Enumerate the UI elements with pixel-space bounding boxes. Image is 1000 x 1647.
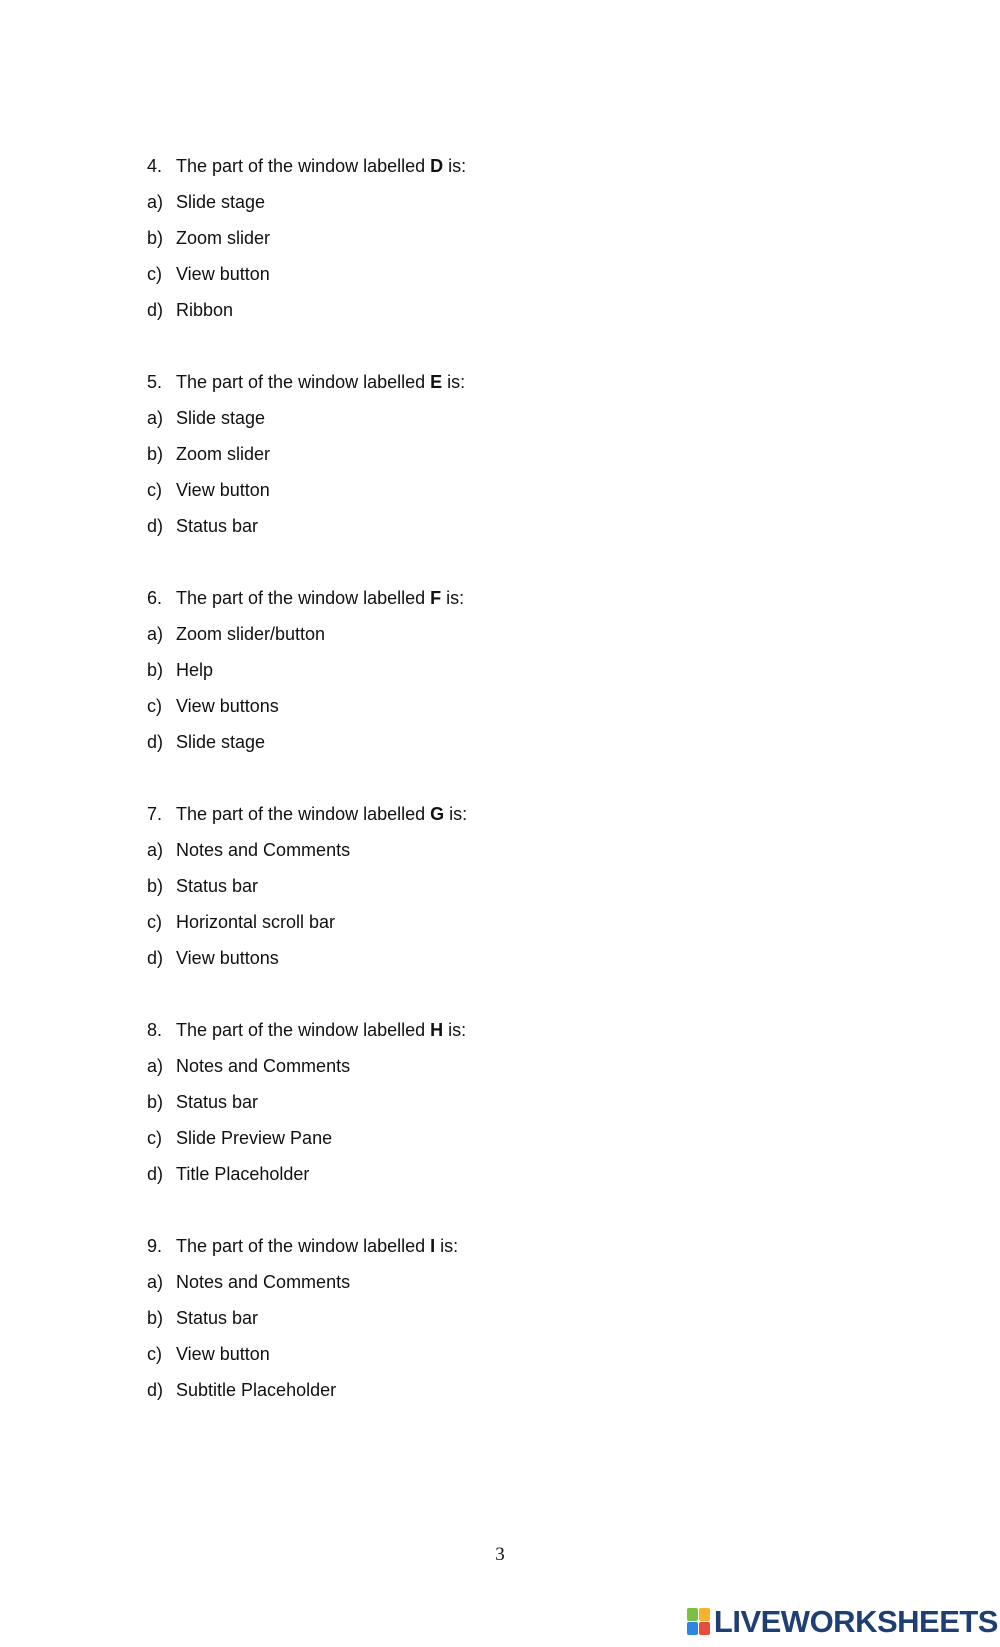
option-b[interactable] <box>147 652 847 688</box>
option-letter: c) <box>147 1344 162 1364</box>
option-text: Help <box>176 660 214 680</box>
option-text: Status bar <box>176 1092 259 1112</box>
question-stem <box>147 364 847 400</box>
option-d[interactable] <box>147 1156 847 1192</box>
option-text: View buttons <box>176 948 279 968</box>
question-prefix: The part of the window labelled <box>176 1020 431 1040</box>
question-suffix: is: <box>442 372 466 392</box>
option-letter: b) <box>147 1092 164 1112</box>
question-number: 9. <box>147 1236 163 1256</box>
option-text: Horizontal scroll bar <box>176 912 336 932</box>
option-c[interactable] <box>147 256 847 292</box>
question-suffix: is: <box>444 804 468 824</box>
question-8 <box>147 1012 847 1192</box>
question-suffix: is: <box>441 588 465 608</box>
question-stem <box>147 580 847 616</box>
option-letter: d) <box>147 948 164 968</box>
question-label: I <box>430 1236 436 1256</box>
question-label: E <box>430 372 443 392</box>
question-suffix: is: <box>443 1020 467 1040</box>
question-number: 6. <box>147 588 163 608</box>
option-letter: a) <box>147 408 164 428</box>
question-5 <box>147 364 847 544</box>
option-a[interactable] <box>147 400 847 436</box>
option-b[interactable] <box>147 220 847 256</box>
option-c[interactable] <box>147 1336 847 1372</box>
option-b[interactable] <box>147 1084 847 1120</box>
option-letter: d) <box>147 300 164 320</box>
option-text: Slide Preview Pane <box>176 1128 333 1148</box>
question-number: 8. <box>147 1020 163 1040</box>
question-number: 4. <box>147 156 163 176</box>
option-a[interactable] <box>147 616 847 652</box>
option-text: Ribbon <box>176 300 234 320</box>
option-d[interactable] <box>147 940 847 976</box>
option-letter: a) <box>147 624 164 644</box>
option-letter: b) <box>147 876 164 896</box>
option-letter: b) <box>147 1308 164 1328</box>
question-stem <box>147 1012 847 1048</box>
liveworksheets-brand[interactable] <box>687 1604 998 1640</box>
option-text: Zoom slider <box>176 444 271 464</box>
option-c[interactable] <box>147 904 847 940</box>
option-text: Notes and Comments <box>176 1272 351 1292</box>
option-text: Slide stage <box>176 732 266 752</box>
option-c[interactable] <box>147 688 847 724</box>
option-text: Zoom slider <box>176 228 271 248</box>
option-text: Subtitle Placeholder <box>176 1380 337 1400</box>
option-text: Zoom slider/button <box>176 624 326 644</box>
question-label: G <box>430 804 445 824</box>
option-a[interactable] <box>147 832 847 868</box>
option-letter: c) <box>147 480 162 500</box>
option-letter: b) <box>147 228 164 248</box>
option-b[interactable] <box>147 1300 847 1336</box>
question-prefix: The part of the window labelled <box>176 804 431 824</box>
question-6 <box>147 580 847 760</box>
option-text: Slide stage <box>176 408 266 428</box>
option-text: Status bar <box>176 1308 259 1328</box>
option-a[interactable] <box>147 1264 847 1300</box>
option-text: Notes and Comments <box>176 1056 351 1076</box>
option-b[interactable] <box>147 436 847 472</box>
question-prefix: The part of the window labelled <box>176 1236 431 1256</box>
option-c[interactable] <box>147 1120 847 1156</box>
option-letter: d) <box>147 516 164 536</box>
option-letter: d) <box>147 732 164 752</box>
question-stem <box>147 796 847 832</box>
option-text: View button <box>176 264 270 284</box>
option-b[interactable] <box>147 868 847 904</box>
option-letter: a) <box>147 1056 164 1076</box>
question-label: H <box>430 1020 444 1040</box>
question-suffix: is: <box>443 156 467 176</box>
option-letter: d) <box>147 1380 164 1400</box>
question-number: 7. <box>147 804 163 824</box>
question-suffix: is: <box>435 1236 459 1256</box>
option-text: View button <box>176 480 270 500</box>
question-label: D <box>430 156 444 176</box>
option-d[interactable] <box>147 508 847 544</box>
option-d[interactable] <box>147 724 847 760</box>
option-a[interactable] <box>147 184 847 220</box>
option-letter: d) <box>147 1164 164 1184</box>
option-text: Status bar <box>176 516 259 536</box>
question-9 <box>147 1228 847 1408</box>
question-7 <box>147 796 847 976</box>
question-4 <box>147 148 847 328</box>
question-prefix: The part of the window labelled <box>176 588 431 608</box>
option-text: View button <box>176 1344 270 1364</box>
question-stem <box>147 1228 847 1264</box>
option-a[interactable] <box>147 1048 847 1084</box>
option-text: View buttons <box>176 696 279 716</box>
question-number: 5. <box>147 372 163 392</box>
option-letter: a) <box>147 1272 164 1292</box>
option-d[interactable] <box>147 1372 847 1408</box>
page-number: 3 <box>495 1544 505 1565</box>
question-prefix: The part of the window labelled <box>176 372 431 392</box>
option-letter: b) <box>147 660 164 680</box>
option-d[interactable] <box>147 292 847 328</box>
question-prefix: The part of the window labelled <box>176 156 431 176</box>
option-letter: c) <box>147 912 162 932</box>
option-letter: c) <box>147 696 162 716</box>
option-c[interactable] <box>147 472 847 508</box>
question-stem <box>147 148 847 184</box>
option-text: Slide stage <box>176 192 266 212</box>
question-label: F <box>430 588 442 608</box>
option-text: Notes and Comments <box>176 840 351 860</box>
option-letter: a) <box>147 192 164 212</box>
liveworksheets-logo-icon <box>687 1608 711 1636</box>
option-letter: c) <box>147 264 162 284</box>
option-text: Title Placeholder <box>176 1164 310 1184</box>
option-letter: a) <box>147 840 164 860</box>
option-text: Status bar <box>176 876 259 896</box>
option-letter: c) <box>147 1128 162 1148</box>
brand-wordmark: LIVEWORKSHEETS <box>713 1604 998 1639</box>
option-letter: b) <box>147 444 164 464</box>
